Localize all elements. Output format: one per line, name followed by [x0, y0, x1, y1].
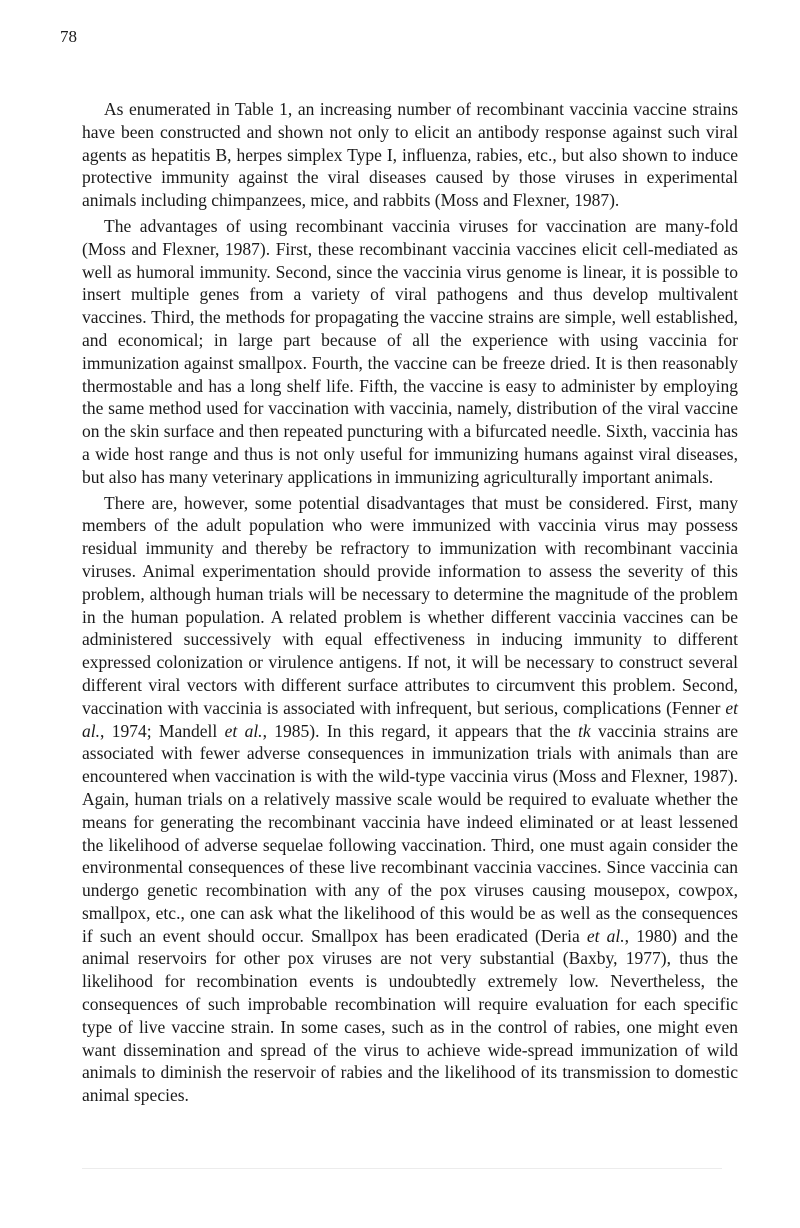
citation-et-al: et al. — [586, 925, 625, 946]
paragraph-text: There are, however, some potential disadvantages that must be considered. First, many members of the adult population who were immunized with vaccinia virus may possess residual immunity and thereby be refractory to immunization with recombinant vaccinia viruses. Animal experimentation should provide information to assess the severity of this problem, although human trials will be necessary to determine the magnitude of the problem in the human population. A related problem is whether different vaccinia vaccines can be administered successively with equal effectiveness in inducing immunity to different expressed colonization or virulence antigens. If not, it will be necessary to construct several different viral vectors with different surface attributes to circumvent this problem. Second, vaccination with vaccinia is associated with infrequent, but serious, complications (Fenner — [82, 492, 738, 718]
paragraph-1 — [82, 98, 738, 212]
paragraph-text: , 1974; Mandell — [100, 720, 225, 741]
citation-et-al: et al. — [82, 697, 738, 741]
page-bottom-divider — [82, 1168, 722, 1169]
paragraph-text: The advantages of using recombinant vaccinia viruses for vaccination are many-fold (Moss and Flexner, 1987). First, these recombinant vaccinia vaccines elicit cell-mediated as well as humoral immunity. Second, since the vaccinia virus genome is linear, it is possible to insert multiple genes from a variety of viral pathogens and thus develop multivalent vaccines. Third, the methods for propagating the vaccine strains are simple, well established, and economical; in large part because of all the experience with using vaccinia for immunization against smallpox. Fourth, the vaccine can be freeze dried. It is then reasonably thermostable and has a long shelf life. Fifth, the vaccine is easy to administer by employing the same method used for vaccination with vaccinia, namely, distribution of the viral vaccine on the skin surface and then repeated puncturing with a bifurcated needle. Sixth, vaccinia has a wide host range and thus is not only useful for immunizing humans against viral diseases, but also has many veterinary applications in immunizing agriculturally important animals. — [82, 215, 738, 487]
body-text — [82, 98, 738, 1110]
page-number: 78 — [60, 27, 77, 46]
paragraph-text: , 1980) and the animal reservoirs for other pox viruses are not very substantial (Baxby, 1977), thus the likelihood for recombination events is undoubtedly extremely low. Nevertheless, the consequences of such improbable recombination will require evaluation for each specific type of live vaccine strain. In some cases, such as in the control of rabies, one might even want dissemination and spread of the virus to achieve wide-spread immunization of wild animals to diminish the reservoir of rabies and the likelihood of its transmission to domestic animal species. — [82, 925, 738, 1106]
paragraph-3 — [82, 492, 738, 1108]
paragraph-text: vaccinia strains are associated with fewer adverse consequences in immunization trials with animals than are encountered when vaccination is with the wild-type vaccinia virus (Moss and Flexner, 1987). Again, human trials on a relatively massive scale would be required to evaluate whether the means for generating the recombinant vaccinia have indeed eliminated or at least lessened the likelihood of adverse sequelae following vaccination. Third, one must again consider the environmental consequences of these live recombinant vaccinia vaccines. Since vaccinia can undergo genetic recombination with any of the pox viruses causing mousepox, cowpox, smallpox, etc., one can ask what the likelihood of this would be as well as the consequences if such an event should occur. Smallpox has been eradicated (Deria — [82, 720, 738, 946]
citation-et-al: et al. — [224, 720, 263, 741]
paragraph-text: As enumerated in Table 1, an increasing number of recombinant vaccinia vaccine strains have been constructed and shown not only to elicit an antibody response against such viral agents as hepatitis B, herpes simplex Type I, influenza, rabies, etc., but also shown to induce protective immunity against the viral diseases caused by those viruses in experimental animals including chimpanzees, mice, and rabbits (Moss and Flexner, 1987). — [82, 99, 738, 211]
paragraph-text: , 1985). In this regard, it appears that the — [262, 720, 578, 741]
paragraph-2 — [82, 215, 738, 489]
gene-name-tk: tk — [577, 720, 591, 741]
